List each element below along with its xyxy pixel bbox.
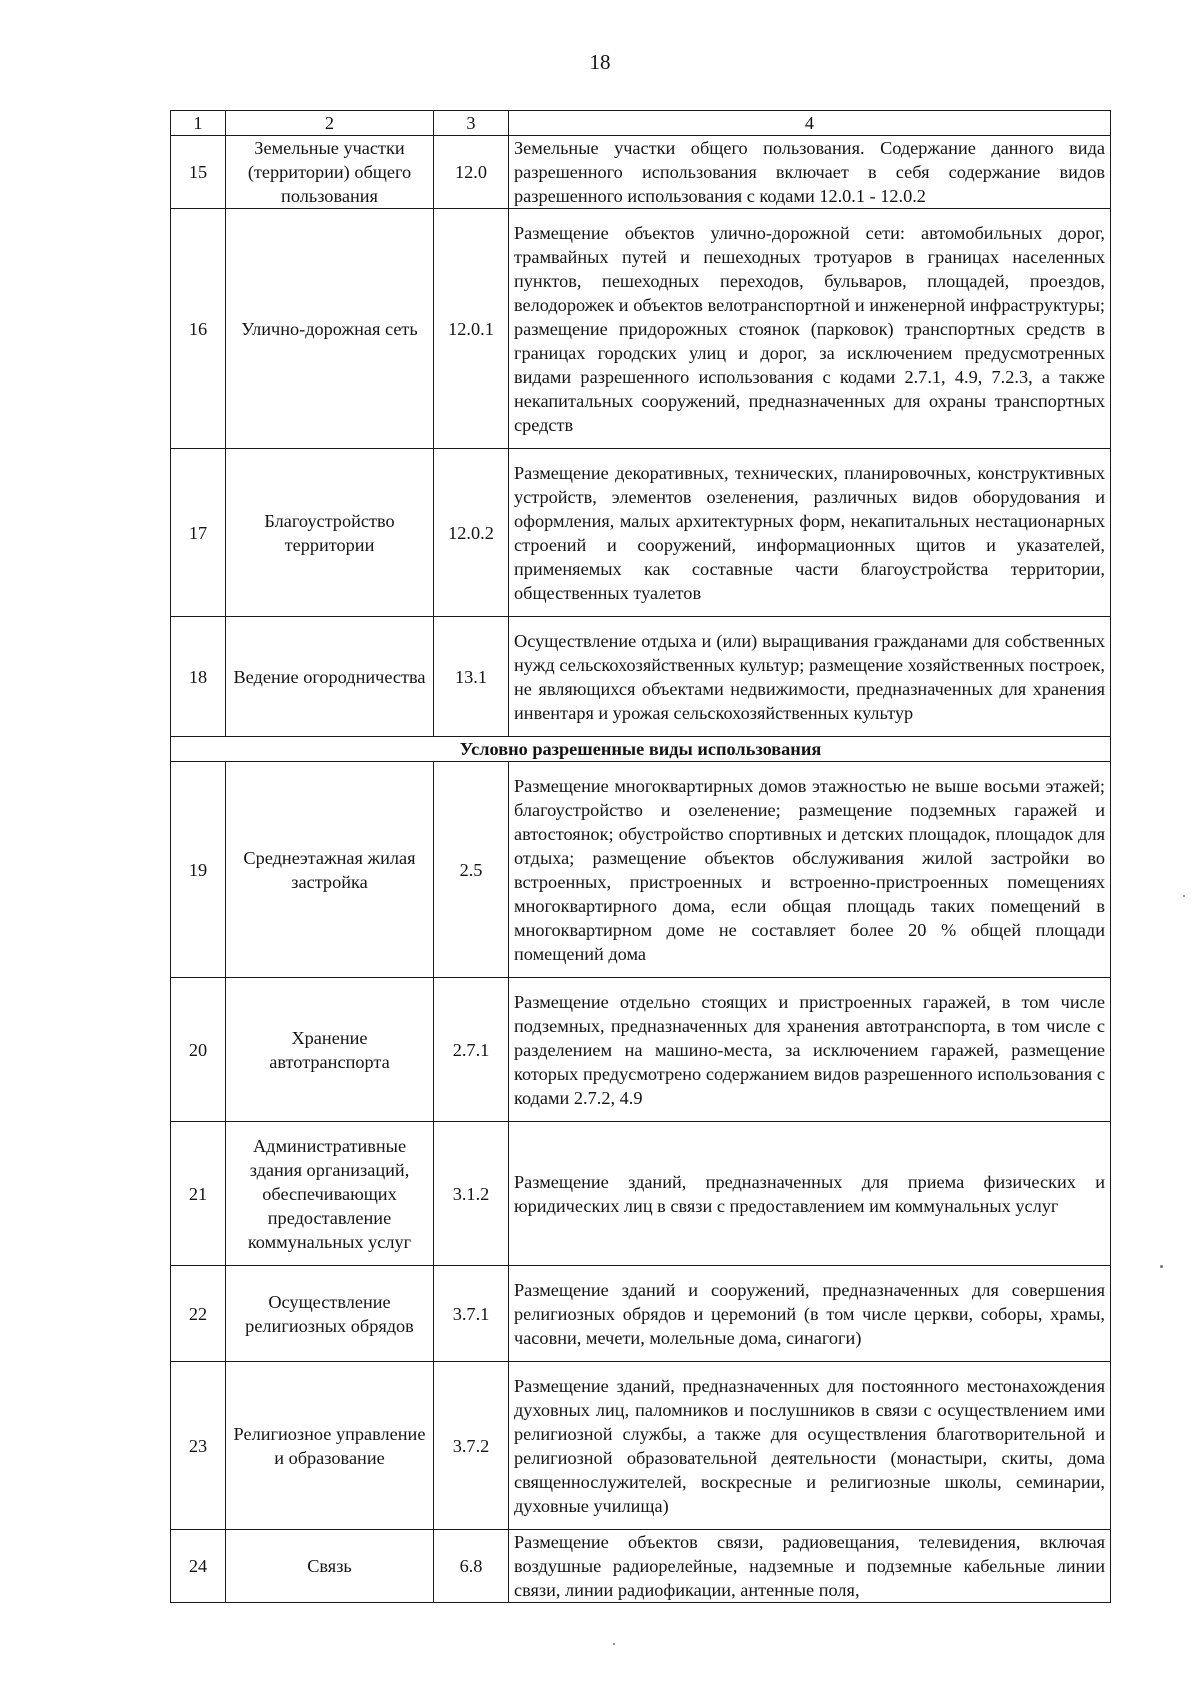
land-use-table — [170, 110, 1111, 1603]
row-number: 24 — [171, 1530, 226, 1603]
row-number: 22 — [171, 1266, 226, 1362]
row-number: 16 — [171, 209, 226, 449]
section-title: Условно разрешенные виды использования — [171, 737, 1111, 762]
table-row — [171, 1530, 1111, 1603]
use-code: 3.7.1 — [434, 1266, 509, 1362]
use-code: 2.5 — [434, 762, 509, 978]
table-header-row — [171, 111, 1111, 136]
row-number: 19 — [171, 762, 226, 978]
row-number: 21 — [171, 1122, 226, 1266]
header-col-3: 3 — [434, 111, 509, 136]
use-description: Размещение многоквартирных домов этажностью не выше восьми этажей; благоустройство и озеленение; размещение подземных гаражей и автостоянок; обустройство спортивных и детских площадок, площадок для отдыха; размещение объектов обслуживания жилой застройки во встроенных, пристроенных и встроенно-пристроенных помещениях многоквартирного дома, если общая площадь таких помещений в многоквартирном доме не составляет более 20 % общей площади помещений дома — [509, 762, 1111, 978]
use-name: Связь — [226, 1530, 434, 1603]
use-name: Ведение огородничества — [226, 617, 434, 737]
use-name: Улично-дорожная сеть — [226, 209, 434, 449]
table-row — [171, 762, 1111, 978]
scan-speck — [1183, 895, 1185, 897]
use-code: 2.7.1 — [434, 978, 509, 1122]
use-description: Размещение объектов связи, радиовещания, телевидения, включая воздушные радиорелейные, надземные и подземные кабельные линии связи, линии радиофикации, антенные поля, — [509, 1530, 1111, 1603]
page-number: 18 — [589, 50, 611, 74]
header-col-1: 1 — [171, 111, 226, 136]
use-description: Размещение зданий и сооружений, предназначенных для совершения религиозных обрядов и церемоний (в том числе церкви, соборы, храмы, часовни, мечети, молельные дома, синагоги) — [509, 1266, 1111, 1362]
use-description: Осуществление отдыха и (или) выращивания гражданами для собственных нужд сельскохозяйственных культур; размещение хозяйственных построек, не являющихся объектами недвижимости, предназначенных для хранения инвентаря и урожая сельскохозяйственных культур — [509, 617, 1111, 737]
row-number: 15 — [171, 136, 226, 209]
use-code: 12.0.2 — [434, 449, 509, 617]
section-header-row — [171, 737, 1111, 762]
use-name: Земельные участки (территории) общего пользования — [226, 136, 434, 209]
use-description: Земельные участки общего пользования. Содержание данного вида разрешенного использования включает в себя содержание видов разрешенного использования с кодами 12.0.1 - 12.0.2 — [509, 136, 1111, 209]
table-row — [171, 449, 1111, 617]
table-row — [171, 1362, 1111, 1530]
use-code: 13.1 — [434, 617, 509, 737]
use-description: Размещение зданий, предназначенных для приема физических и юридических лиц в связи с предоставлением им коммунальных услуг — [509, 1122, 1111, 1266]
use-name: Среднеэтажная жилая застройка — [226, 762, 434, 978]
row-number: 20 — [171, 978, 226, 1122]
table-row — [171, 1266, 1111, 1362]
use-code: 3.1.2 — [434, 1122, 509, 1266]
use-code: 6.8 — [434, 1530, 509, 1603]
row-number: 18 — [171, 617, 226, 737]
header-col-2: 2 — [226, 111, 434, 136]
table-row — [171, 1122, 1111, 1266]
use-name: Хранение автотранспорта — [226, 978, 434, 1122]
use-name: Религиозное управление и образование — [226, 1362, 434, 1530]
use-description: Размещение зданий, предназначенных для постоянного местонахождения духовных лиц, паломников и послушников в связи с осуществлением ими религиозной службы, а также для осуществления благотворительной и религиозной образовательной деятельности (монастыри, скиты, дома священнослужителей, воскресные и религиозные школы, семинарии, духовные училища) — [509, 1362, 1111, 1530]
use-name: Административные здания организаций, обеспечивающих предоставление коммунальных услуг — [226, 1122, 434, 1266]
use-name: Благоустройство территории — [226, 449, 434, 617]
use-code: 3.7.2 — [434, 1362, 509, 1530]
use-description: Размещение объектов улично-дорожной сети: автомобильных дорог, трамвайных путей и пешеходных тротуаров в границах населенных пунктов, пешеходных переходов, бульваров, площадей, проездов, велодорожек и объектов велотранспортной и инженерной инфраструктуры; размещение придорожных стоянок (парковок) транспортных средств в границах городских улиц и дорог, за исключением предусмотренных видами разрешенного использования с кодами 2.7.1, 4.9, 7.2.3, а также некапитальных сооружений, предназначенных для охраны транспортных средств — [509, 209, 1111, 449]
scan-speck — [1160, 1265, 1163, 1268]
header-col-4: 4 — [509, 111, 1111, 136]
use-code: 12.0 — [434, 136, 509, 209]
table-row — [171, 209, 1111, 449]
row-number: 17 — [171, 449, 226, 617]
table-row — [171, 136, 1111, 209]
use-description: Размещение декоративных, технических, планировочных, конструктивных устройств, элементов озеленения, различных видов оборудования и оформления, малых архитектурных форм, некапитальных нестационарных строений и сооружений, информационных щитов и указателей, применяемых как составные части благоустройства территории, общественных туалетов — [509, 449, 1111, 617]
use-description: Размещение отдельно стоящих и пристроенных гаражей, в том числе подземных, предназначенных для хранения автотранспорта, в том числе с разделением на машино-места, за исключением гаражей, размещение которых предусмотрено содержанием видов разрешенного использования с кодами 2.7.2, 4.9 — [509, 978, 1111, 1122]
row-number: 23 — [171, 1362, 226, 1530]
table-row — [171, 617, 1111, 737]
use-code: 12.0.1 — [434, 209, 509, 449]
scan-speck — [613, 1643, 615, 1645]
use-name: Осуществление религиозных обрядов — [226, 1266, 434, 1362]
table-row — [171, 978, 1111, 1122]
